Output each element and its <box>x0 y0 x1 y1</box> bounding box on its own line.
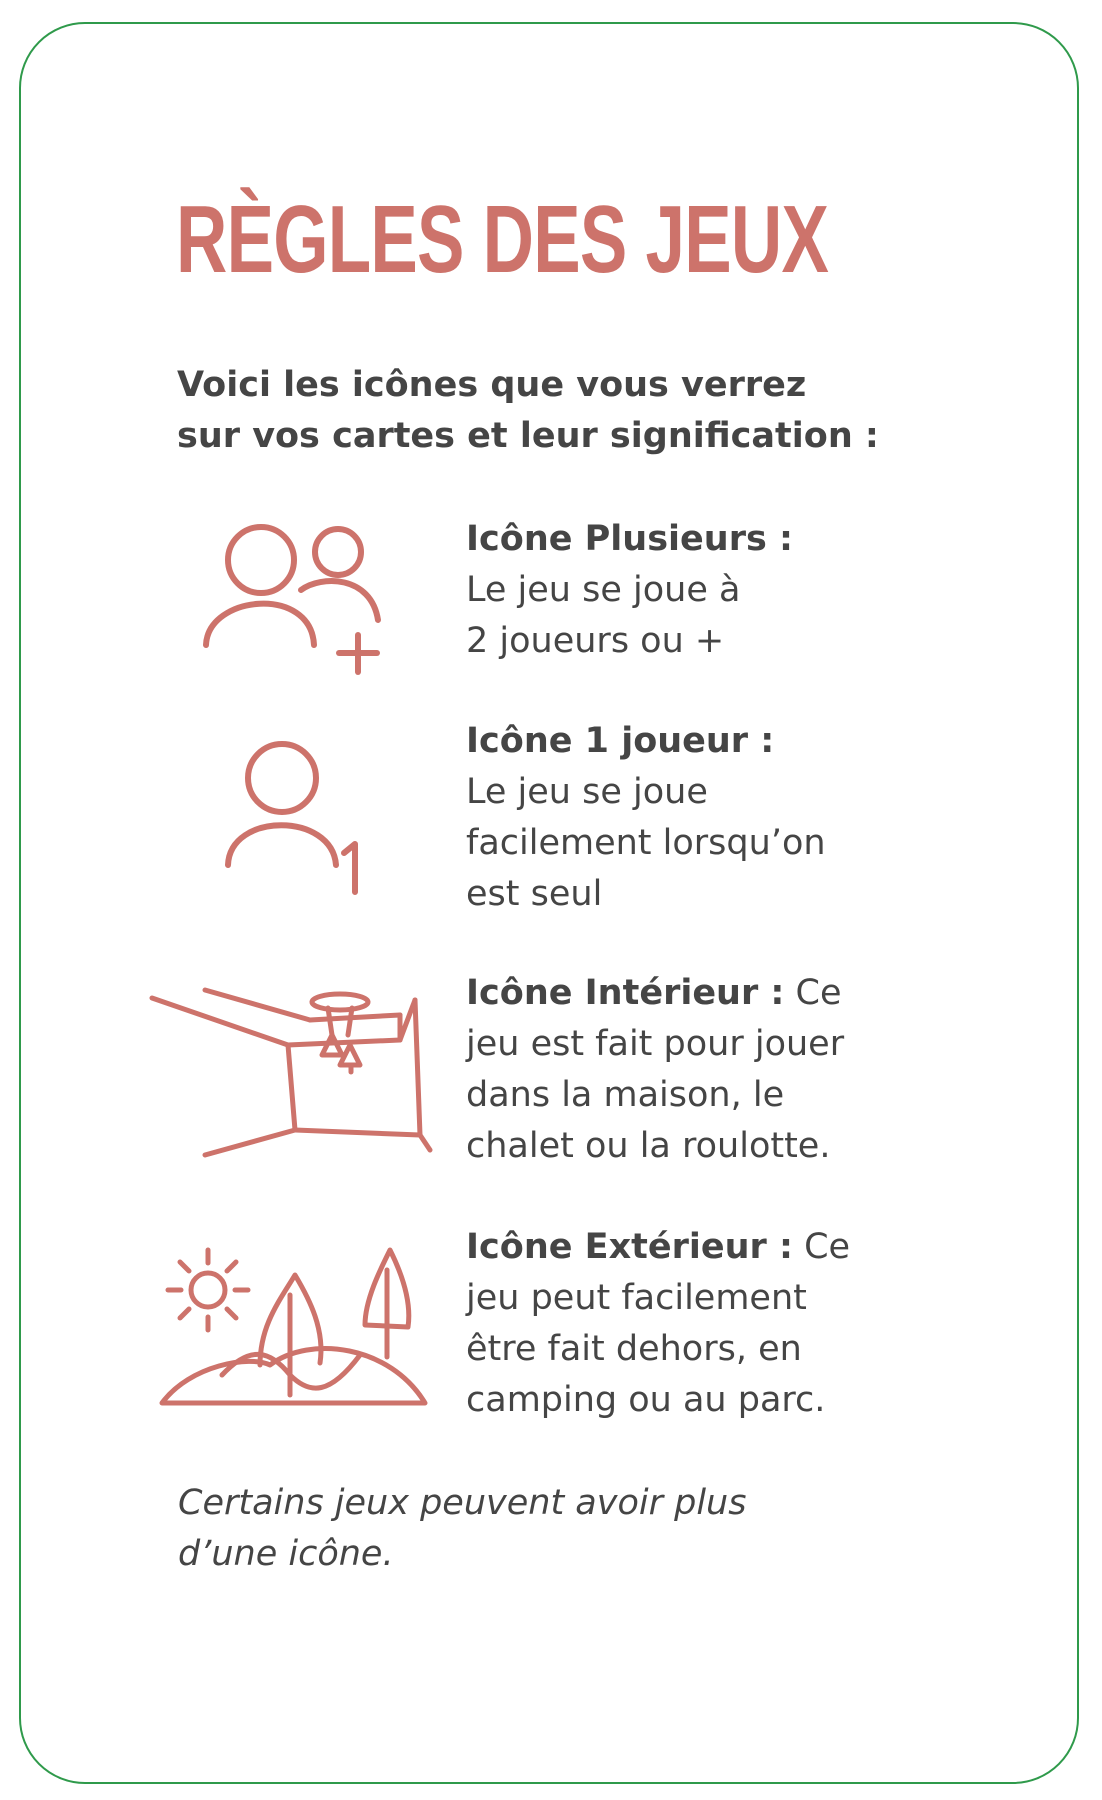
item-label: Icône 1 joueur : <box>466 721 775 761</box>
intro-text <box>177 360 957 462</box>
page-title: RÈGLES DES JEUX <box>176 186 829 293</box>
item-text-line: jeu est fait pour jouer <box>466 1024 845 1064</box>
footer-line-1: Certains jeux peuvent avoir plus <box>178 1483 747 1523</box>
footer-note <box>178 1478 938 1580</box>
footer-line-2: d’une icône. <box>178 1534 394 1574</box>
single-player-icon <box>220 740 370 900</box>
item-multiple-players <box>466 514 946 667</box>
item-text-line: Le jeu se joue <box>466 772 708 812</box>
outdoor-landscape-icon <box>160 1245 430 1410</box>
item-single-player <box>466 716 946 920</box>
item-label: Icône Extérieur : <box>466 1227 793 1267</box>
item-text-line: Le jeu se joue à <box>466 570 741 610</box>
item-label: Icône Intérieur : <box>466 973 785 1013</box>
intro-line-1: Voici les icônes que vous verrez <box>177 365 807 405</box>
item-indoor: Icône Intérieur : Ce jeu est fait pour jouer dans la maison, le chalet ou la roulotte. <box>466 968 946 1172</box>
indoor-room-icon <box>150 980 440 1160</box>
item-text-line: facilement lorsqu’on <box>466 823 826 863</box>
item-text-line: est seul <box>466 874 603 914</box>
item-text-line: dans la maison, le <box>466 1075 785 1115</box>
multiple-players-icon <box>196 520 386 680</box>
item-outdoor: Icône Extérieur : Ce jeu peut facilement être fait dehors, en camping ou au parc. <box>466 1222 946 1426</box>
item-text-line: chalet ou la roulotte. <box>466 1126 831 1166</box>
item-label: Icône Plusieurs : <box>466 519 793 559</box>
item-text-line: être fait dehors, en <box>466 1329 802 1369</box>
intro-line-2: sur vos cartes et leur signification : <box>177 416 879 456</box>
item-text-line: 2 joueurs ou + <box>466 621 725 661</box>
item-text-line: camping ou au parc. <box>466 1380 826 1420</box>
item-text-line: jeu peut facilement <box>466 1278 807 1318</box>
